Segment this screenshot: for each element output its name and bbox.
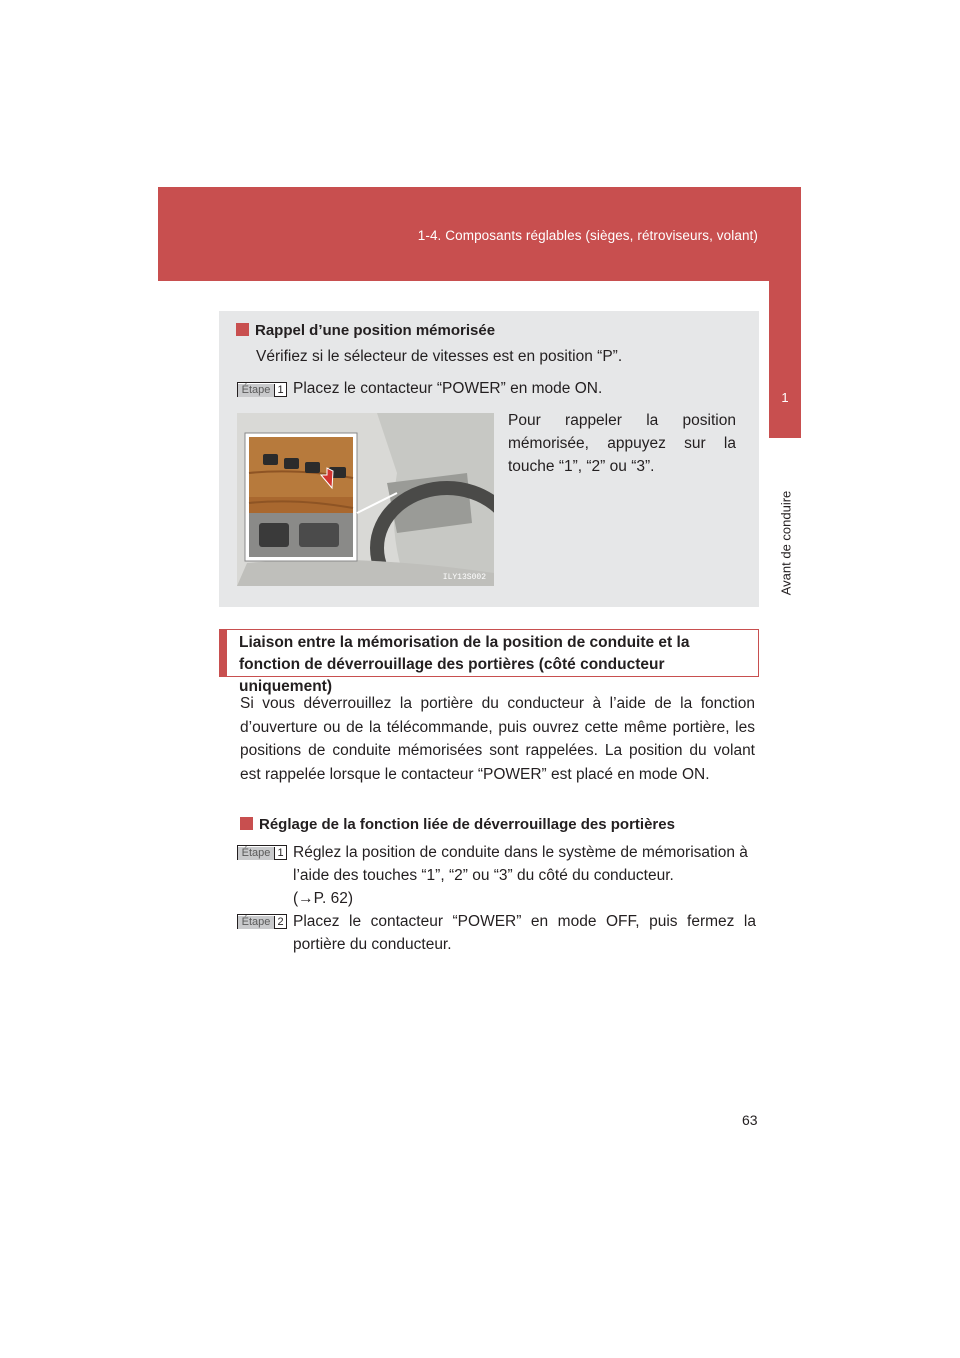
section-paragraph: Si vous déverrouillez la portière du conducteur à l’aide de la fonction d’ouverture ou de la télécommande, puis ouvrez cette même portière, les positions de conduite mémorisées sont rappelées. La position du volant est rappelée lorsque le contacteur “POWER” est placé en mode ON. [240, 695, 755, 783]
section-step2-text: Placez le contacteur “POWER” en mode OFF, puis fermez la portière du conducteur. [293, 913, 756, 953]
page-number: 63 [742, 1112, 758, 1128]
box-subheading [236, 322, 495, 339]
chapter-title: 1-4. Composants réglables (sièges, rétroviseurs, volant) [417, 228, 758, 243]
box-step2-text: Pour rappeler la position mémorisée, appuyez sur la touche “1”, “2” ou “3”. [508, 412, 736, 475]
side-tab-label [766, 468, 806, 618]
memory-buttons-photo [237, 413, 494, 586]
step-badge: Étape 2 [237, 914, 287, 929]
side-tab [769, 187, 801, 438]
box-intro: Vérifiez si le sélecteur de vitesses est en position “P”. [256, 348, 623, 365]
step-badge: Étape 1 [237, 382, 287, 397]
section-step1-text: Réglez la position de conduite dans le système de mémorisation à l’aide des touches “1”, “2” ou “3” du côté du conducteur. (→P. 62) [293, 844, 748, 907]
door-panel-illustration [237, 413, 494, 586]
side-tab-label-text: Avant de conduire [778, 490, 794, 596]
square-bullet-icon [240, 817, 253, 830]
page-reference-link[interactable]: (→P. 62) [293, 890, 354, 907]
step-badge: Étape 1 [237, 845, 287, 860]
section-header [219, 629, 759, 695]
section-subheading [240, 816, 675, 833]
section-subheading-text: Réglage de la fonction liée de déverrouillage des portières [259, 816, 675, 833]
box-step1-text: Placez le contacteur “POWER” en mode ON. [293, 380, 603, 397]
section-title: Liaison entre la mémorisation de la position de conduite et la fonction de déverrouillage des portières (côté conducteur uniquement) [239, 634, 690, 695]
square-bullet-icon [236, 323, 249, 336]
box-subheading-text: Rappel d’une position mémorisée [255, 322, 496, 339]
side-tab-number: 1 [781, 390, 789, 405]
image-code: ILY13S002 [442, 573, 486, 582]
chapter-header [158, 187, 801, 281]
